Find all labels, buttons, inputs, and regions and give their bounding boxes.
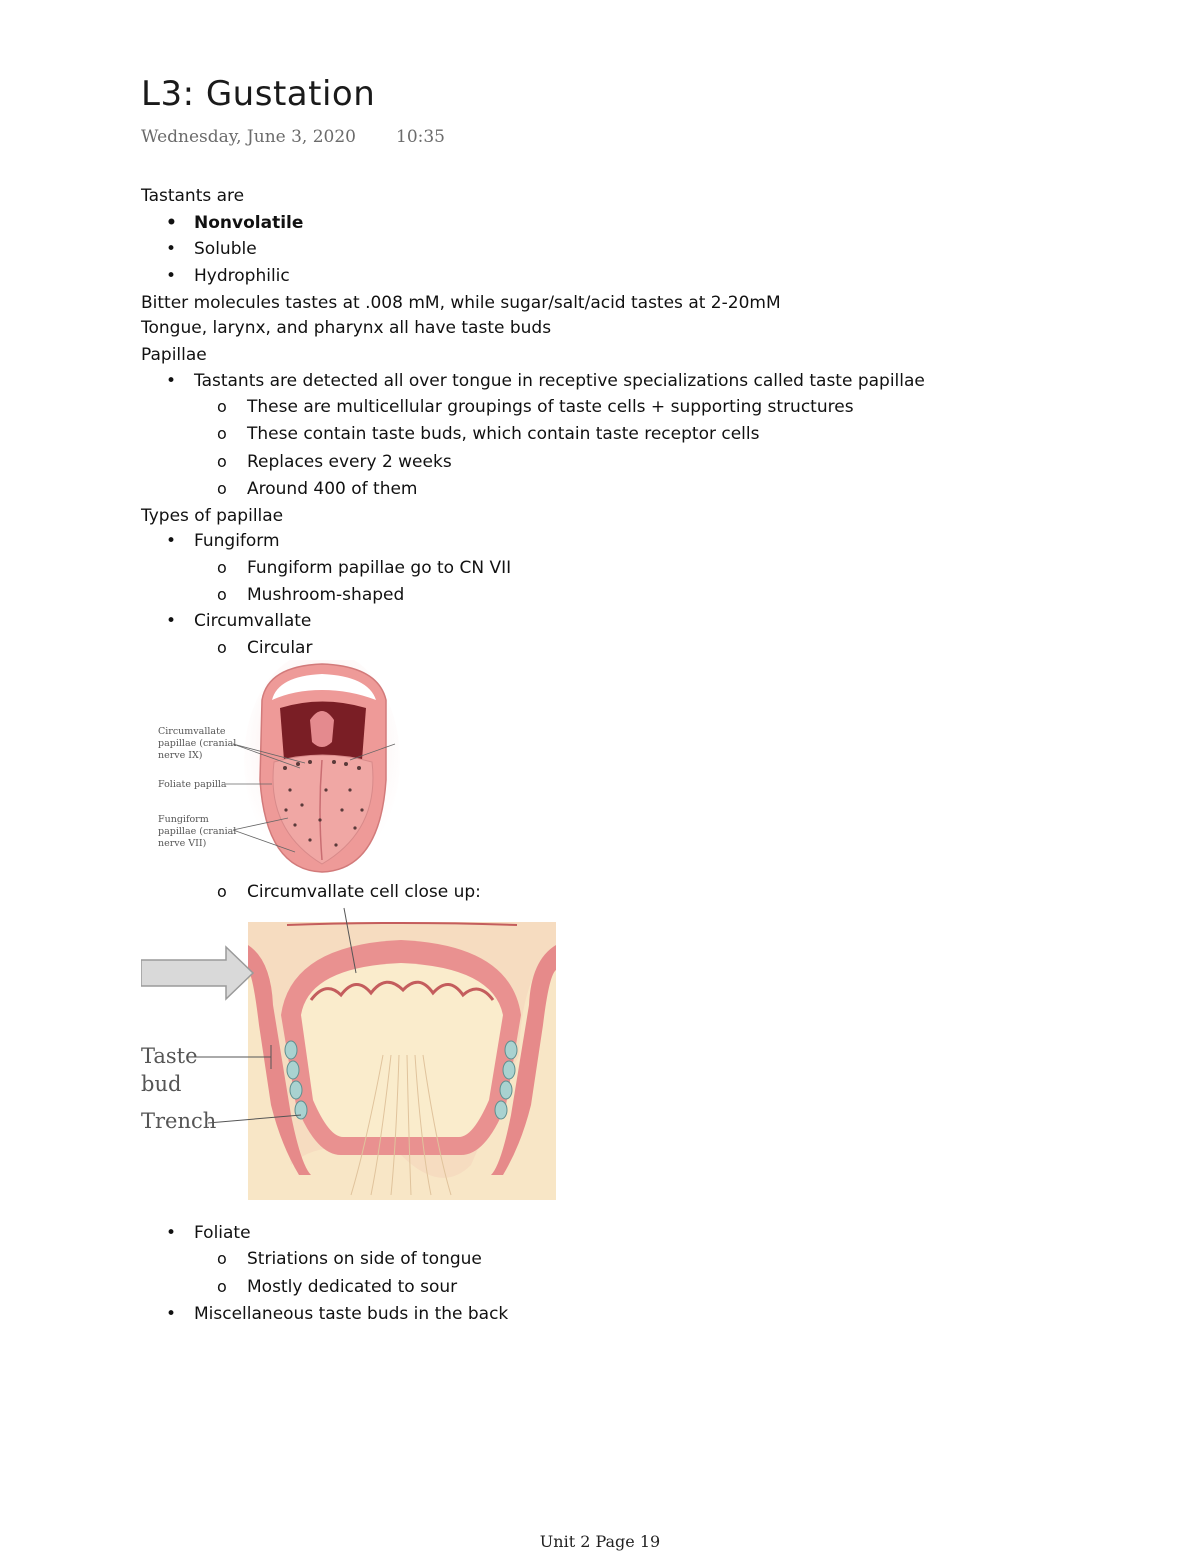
label-fungiform: papillae (cranial — [158, 826, 237, 837]
page-date: Wednesday, June 3, 2020 — [141, 127, 356, 147]
label-fungiform: nerve VII) — [158, 838, 207, 849]
page-meta — [141, 127, 445, 147]
tongue-text: Tongue, larynx, and pharynx all have taste buds — [141, 318, 552, 338]
list-item: • Soluble — [194, 239, 257, 259]
label-circumvallate: nerve IX) — [158, 750, 203, 761]
list-item: o Mushroom-shaped — [247, 585, 404, 605]
papillae-heading: Papillae — [141, 345, 207, 365]
list-item: o Circular — [247, 638, 312, 658]
label-bud: bud — [141, 1072, 182, 1096]
label-taste: Taste — [141, 1044, 198, 1068]
list-item: o Around 400 of them — [247, 479, 418, 499]
list-item: • Miscellaneous taste buds in the back — [194, 1304, 508, 1324]
circumvallate-closeup-figure — [141, 905, 561, 1205]
list-item: • Fungiform — [194, 531, 280, 551]
label-trench: Trench — [141, 1109, 217, 1133]
tongue-figure — [150, 660, 400, 875]
list-item: o Mostly dedicated to sour — [247, 1277, 457, 1297]
list-item: • Nonvolatile — [194, 213, 303, 233]
list-item: o These contain taste buds, which contain taste receptor cells — [247, 424, 759, 444]
list-item: o Striations on side of tongue — [247, 1249, 482, 1269]
label-foliate: Foliate papilla — [158, 779, 227, 790]
page-footer: Unit 2 Page 19 — [539, 1532, 661, 1551]
list-item: • Foliate — [194, 1223, 251, 1243]
list-item: o Fungiform papillae go to CN VII — [247, 558, 511, 578]
bitter-text: Bitter molecules tastes at .008 mM, while sugar/salt/acid tastes at 2-20mM — [141, 293, 781, 313]
list-item: • Hydrophilic — [194, 266, 290, 286]
types-heading: Types of papillae — [141, 506, 284, 526]
list-item: • Circumvallate — [194, 611, 311, 631]
page-time: 10:35 — [396, 127, 445, 147]
list-item: • Tastants are detected all over tongue in receptive specializations called taste papillae — [194, 371, 925, 391]
label-circumvallate: Circumvallate — [158, 726, 226, 737]
list-item: o These are multicellular groupings of taste cells + supporting structures — [247, 397, 854, 417]
list-item: o Circumvallate cell close up: — [247, 882, 481, 902]
label-fungiform: Fungiform — [158, 814, 209, 825]
page-title: L3: Gustation — [141, 74, 376, 114]
label-circumvallate: papillae (cranial — [158, 738, 237, 749]
intro-text: Tastants are — [141, 186, 245, 206]
list-item: o Replaces every 2 weeks — [247, 452, 452, 472]
